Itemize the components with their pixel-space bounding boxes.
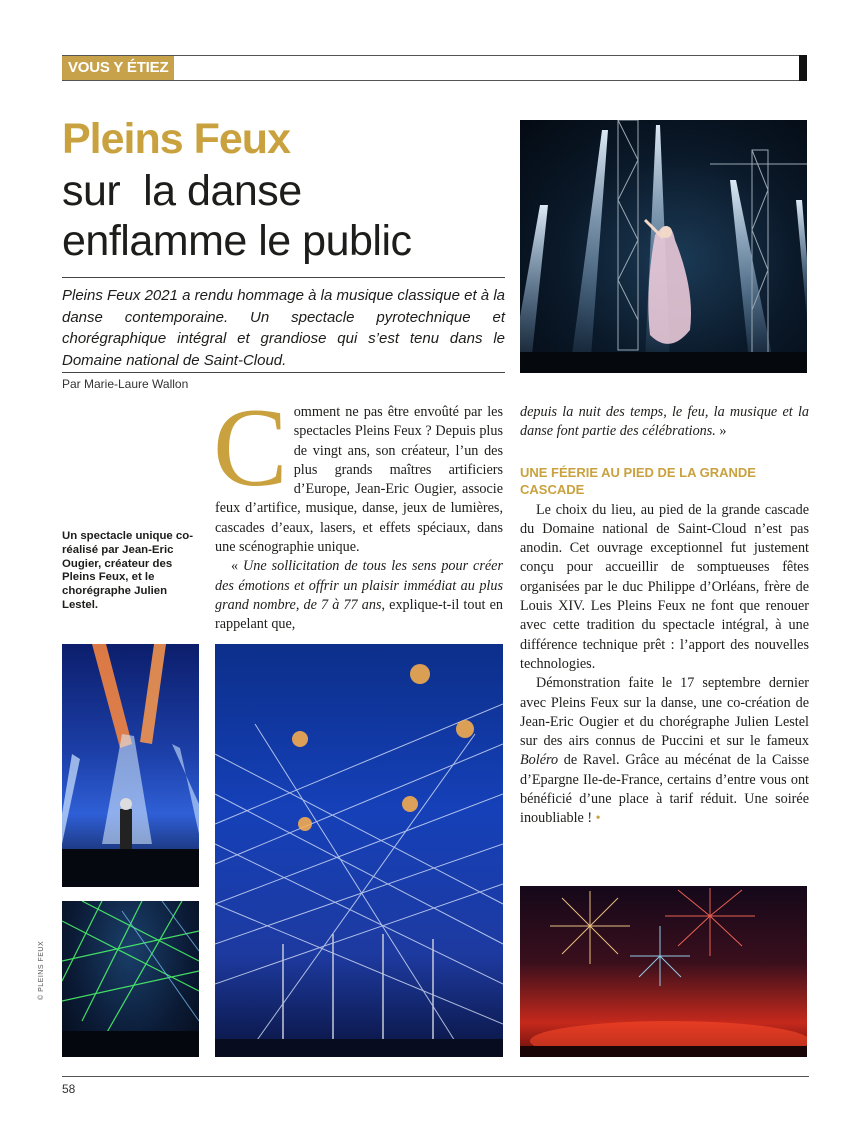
quote-close: »: [715, 423, 727, 440]
photo-caption: Un spectacle unique co-réalisé par Jean-Eric Ougier, créateur des Pleins Feux, et le chorégraphe Julien Lestel.: [62, 530, 194, 611]
photo-fireworks: [520, 886, 807, 1057]
body-text-4a: Démonstration faite le 17 septembre dernier avec Pleins Feux sur la danse, une co-création de Jean-Eric Ougier et du chorégraphe Julien Lestel sur des airs connus de Puccini et sur le fameux: [520, 675, 809, 750]
body-paragraph-3: Le choix du lieu, au pied de la grande cascade du Domaine national de Saint-Cloud n’est pas anodin. Cet ouvrage exceptionnel fut justement conçu pour accueillir de somptueuses fêtes organisées par le duc Philippe d’Orléans, frère de Louis XIV. Les Pleins Feux ne font que renouer avec cette tradition du spectacle intégral, à une différence technique prêt : l’apport des nouvelles technologies.: [520, 501, 809, 672]
quote-open: «: [231, 558, 244, 575]
headline-line-3: enflamme le public: [62, 217, 412, 265]
page-number: 58: [62, 1082, 76, 1096]
body-column-2: [520, 403, 809, 829]
quote-text-1: Une sollicitation de tous les sens pour créer des émotions et offrir un plaisir immédiat au plus grand nombre, de 7 à 77 ans: [215, 558, 503, 613]
photo-laser-show: [215, 644, 503, 1057]
body-text-1: omment ne pas être envoûté par les spectacles Pleins Feux ? Depuis plus de vingt ans, son créateur, l’un des plus grands maîtres artificiers d’Europe, Jean-Eric Ougier, associe feux d’artifice, musique, danse, jeux de lumières, cascades d’eaux, lasers, et effets spéciaux, dans une scénographie unique.: [215, 404, 503, 556]
photo-dancer-stage: [520, 120, 807, 373]
photo-singer-stage: [62, 644, 199, 887]
end-mark: •: [595, 811, 601, 827]
body-column-1: [213, 386, 503, 635]
chapo-top-rule: [62, 277, 505, 278]
body-paragraph-4: [520, 674, 809, 828]
byline: Par Marie-Laure Wallon: [62, 377, 189, 391]
body-paragraph-quote: [215, 557, 503, 634]
quote-connector: , explique-t-il tout en rappelant que,: [215, 596, 503, 633]
chapo-bottom-rule: [62, 372, 505, 373]
body-text-bolero: Boléro: [520, 752, 559, 769]
body-text-4b: de Ravel. Grâce au mécénat de la Caisse d’Epargne Ile-de-France, certains d’entre vous ont bénéficié d’une place à tarif réduit. Une soirée inoubliable !: [520, 752, 809, 827]
footer-rule: [62, 1076, 809, 1077]
quote-text-2: depuis la nuit des temps, le feu, la musique et la danse font partie des célébrations.: [520, 404, 809, 440]
article-lead: Pleins Feux 2021 a rendu hommage à la musique classique et à la danse contemporaine. Un spectacle pyrotechnique et chorégraphique intégral et grandiose qui s’est tenu dans le Domaine national de Saint-Cloud.: [62, 287, 505, 369]
headline-line-2: sur la danse: [62, 167, 302, 215]
drop-cap: C: [213, 386, 288, 510]
photo-credit: © PLEINS FEUX: [38, 940, 45, 1000]
subhead: UNE FÉERIE AU PIED DE LA GRANDE CASCADE: [520, 464, 756, 497]
photo-green-lasers: [62, 901, 199, 1057]
headline-strong: Pleins Feux: [62, 115, 290, 163]
body-paragraph-quote-cont: [520, 403, 809, 442]
header-end-mark: [799, 55, 807, 81]
section-rubric: VOUS Y ÉTIEZ: [62, 56, 174, 80]
